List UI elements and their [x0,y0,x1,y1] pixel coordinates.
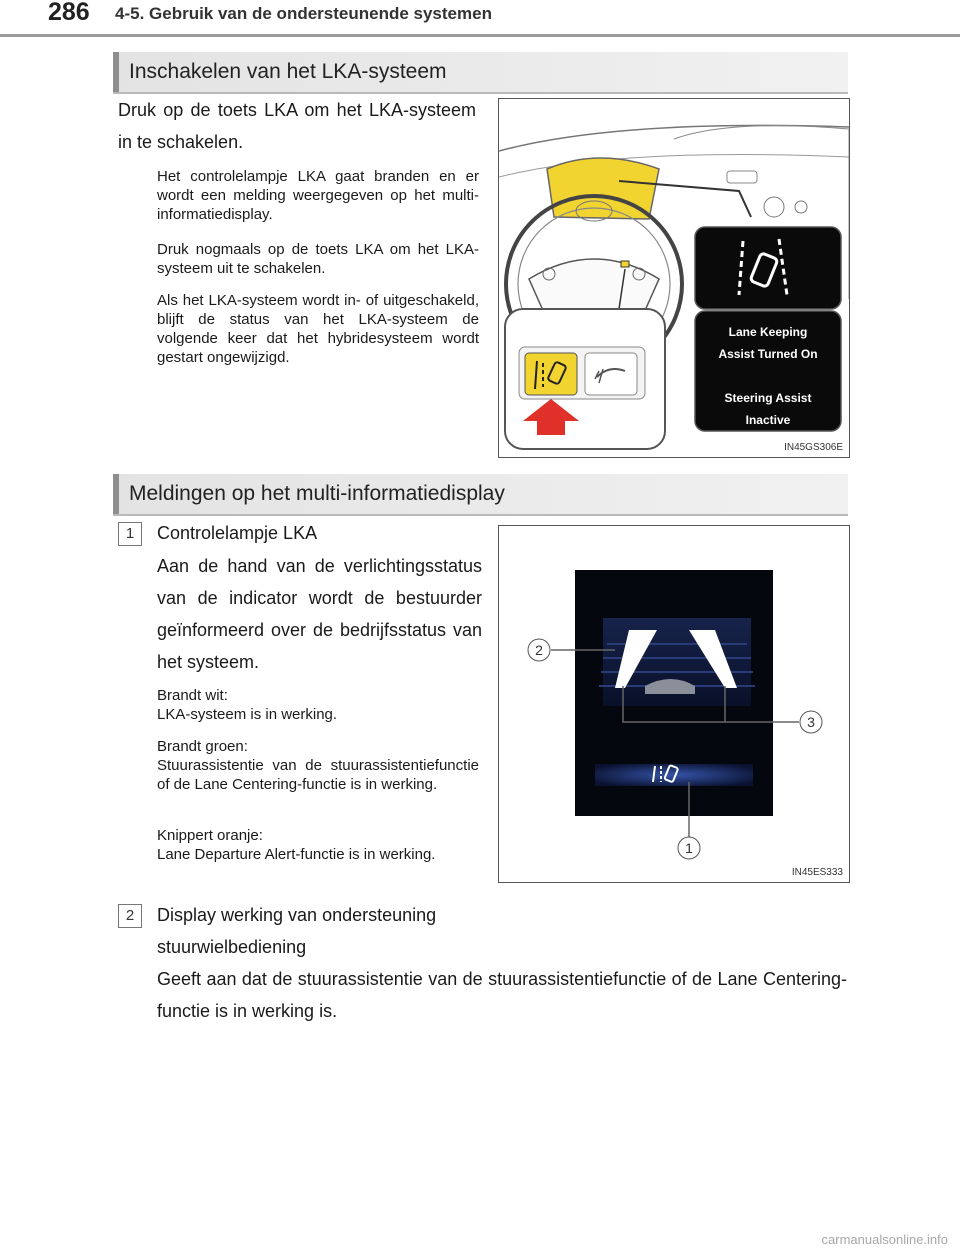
display-line-2: Assist Turned On [718,347,818,361]
item-title-lka-indicator: Controlelampje LKA [157,523,318,543]
display-gap [697,365,839,387]
note-deactivate: Druk nogmaals op de toets LKA om het LKA-systeem uit te schakelen. [157,241,479,277]
figure-cockpit-lka-button [498,98,850,458]
chapter-title: 4-5. Gebruik van de ondersteunende systemen [115,4,492,23]
section-header-lka-activation [113,52,848,94]
state-text-orange: Lane Departure Alert-functie is in werking. [157,846,436,863]
item-number-badge: 2 [118,904,142,928]
state-label-green: Brandt groen: [157,738,248,755]
section-header-bar [113,52,119,92]
callout-3: 3 [807,714,815,730]
item-desc-lka-indicator: Aan de hand van de verlichtingsstatus van de indicator wordt de bestuurder geïnformeerd over de bedrijfsstatus van het systeem. [157,556,482,672]
header-divider [0,34,960,37]
item-number-badge: 1 [118,522,142,546]
item-title-steering-display: Display werking van ondersteuning stuurwielbediening [157,905,437,957]
page-number: 286 [48,0,90,26]
item-desc-steering-display: Geeft aan dat de stuurassistentie van de stuurassistentiefunctie of de Lane Centering-functie is in werking is. [157,969,847,1021]
note-indicator-lights: Het controlelampje LKA gaat branden en er wordt een melding weergegeven op het multi-informatiedisplay. [157,168,479,223]
note-status-retained: Als het LKA-systeem wordt in- of uitgeschakeld, blijft de status van het LKA-systeem de volgende keer dat het hybridesysteem wordt gestart ongewijzigd. [157,292,479,366]
state-label-orange: Knippert oranje: [157,827,263,844]
display-line-1: Lane Keeping [728,325,808,339]
callout-2: 2 [535,642,543,658]
state-label-white: Brandt wit: [157,687,228,704]
section-title: Meldingen op het multi-informatiedisplay [129,482,505,505]
figure-code: IN45GS306E [784,442,843,453]
figure-code: IN45ES333 [791,867,843,878]
section-header-bar [113,474,119,514]
display-line-3: Steering Assist [724,391,812,405]
mid-display-illustration [499,526,849,882]
display-message [697,321,839,431]
display-line-4: Inactive [745,413,791,427]
state-text-white: LKA-systeem is in werking. [157,706,338,723]
lka-activation-instruction: Druk op de toets LKA om het LKA-systeem in te schakelen. [118,100,476,152]
watermark: carmanualsonline.info [821,1232,948,1247]
figure-mid-display [498,525,850,883]
section-title: Inschakelen van het LKA-systeem [129,60,447,83]
state-text-green: Stuurassistentie van de stuurassistentiefunctie of de Lane Centering-functie is in werking. [157,757,479,793]
callout-1: 1 [685,840,693,856]
section-header-mid-messages [113,474,848,516]
